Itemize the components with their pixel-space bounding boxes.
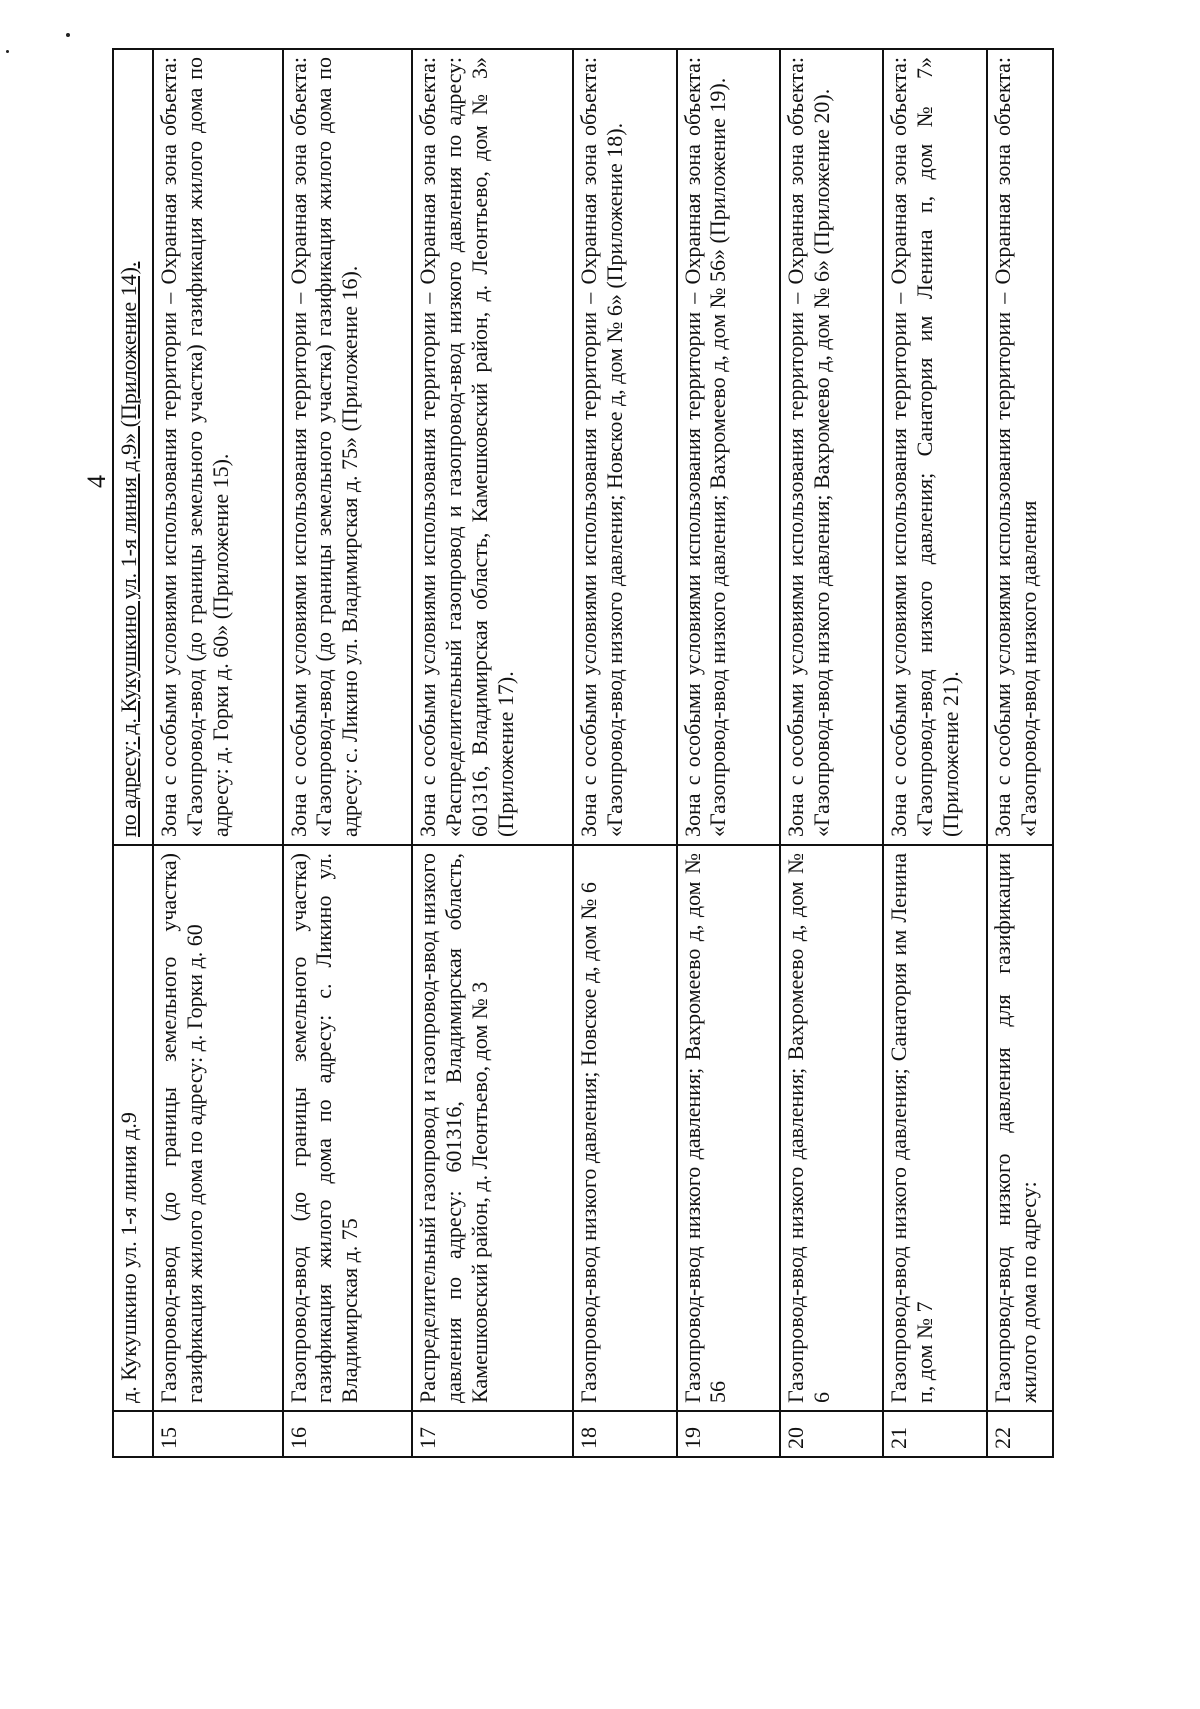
object-cell: Газопровод-ввод низкого давления; Новское д, дом № 6 — [573, 845, 676, 1411]
table-row — [573, 49, 676, 1457]
zones-table — [112, 48, 1054, 1458]
zone-cell: Зона с особыми условиями использования территории – Охранная зона объекта: «Распределительный газопровод и газопровод-ввод низкого давления по адресу: 601316, Владимирская область, Камешковский район, д. Леонтьево, дом № 3» (Приложение 17). — [412, 49, 573, 845]
table-row — [677, 49, 780, 1457]
page-number: 4 — [82, 475, 111, 488]
row-number: 21 — [883, 1411, 986, 1457]
zone-cell: Зона с особыми условиями использования территории – Охранная зона объекта: «Газопровод-ввод (до границы земельного участка) газификация жилого дома по адресу: с. Ликино ул. Владимирская д. 75» (Приложение 16). — [283, 49, 413, 845]
table-row — [780, 49, 883, 1457]
zone-cell: Зона с особыми условиями использования территории – Охранная зона объекта: «Газопровод-ввод низкого давления; Санатория им Ленина п, дом № 7» (Приложение 21). — [883, 49, 986, 845]
object-cell: Газопровод-ввод низкого давления; Санатория им Ленина п, дом № 7 — [883, 845, 986, 1411]
row-number: 18 — [573, 1411, 676, 1457]
row-number: 15 — [153, 1411, 283, 1457]
table-row — [987, 49, 1053, 1457]
row-number: 20 — [780, 1411, 883, 1457]
table-row-continuation — [113, 49, 153, 1457]
zone-cell: Зона с особыми условиями использования территории – Охранная зона объекта: «Газопровод-ввод низкого давления — [987, 49, 1053, 845]
object-cell: Распределительный газопровод и газопровод-ввод низкого давления по адресу: 601316, Владимирская область, Камешковский район, д. Леонтьево, дом № 3 — [412, 845, 573, 1411]
table-row — [412, 49, 573, 1457]
table-row — [883, 49, 986, 1457]
object-cell: Газопровод-ввод (до границы земельного участка) газификация жилого дома по адресу: с. Ликино ул. Владимирская д. 75 — [283, 845, 413, 1411]
object-cell: Газопровод-ввод низкого давления; Вахромеево д, дом № 56 — [677, 845, 780, 1411]
table-row — [153, 49, 283, 1457]
object-cell: Газопровод-ввод низкого давления; Вахромеево д, дом № 6 — [780, 845, 883, 1411]
row-number: 16 — [283, 1411, 413, 1457]
rotated-table-wrapper — [112, 50, 1054, 1458]
zone-cell: Зона с особыми условиями использования территории – Охранная зона объекта: «Газопровод-ввод низкого давления; Новское д, дом № 6» (Приложение 18). — [573, 49, 676, 845]
object-cell: Газопровод-ввод низкого давления для газификации жилого дома по адресу: — [987, 845, 1053, 1411]
row-number — [113, 1411, 153, 1457]
zone-cell: Зона с особыми условиями использования территории – Охранная зона объекта: «Газопровод-ввод низкого давления; Вахромеево д, дом № 6» (Приложение 20). — [780, 49, 883, 845]
zone-cell: по адресу: д. Кукушкино ул. 1-я линия д.9» (Приложение 14). — [113, 49, 153, 845]
object-cell: д. Кукушкино ул. 1-я линия д.9 — [113, 845, 153, 1411]
row-number: 22 — [987, 1411, 1053, 1457]
row-number: 19 — [677, 1411, 780, 1457]
scan-speck — [66, 33, 70, 37]
row-number: 17 — [412, 1411, 573, 1457]
object-cell: Газопровод-ввод (до границы земельного участка) газификация жилого дома по адресу: д. Горки д. 60 — [153, 845, 283, 1411]
scan-speck — [6, 50, 9, 53]
zone-cell: Зона с особыми условиями использования территории – Охранная зона объекта: «Газопровод-ввод (до границы земельного участка) газификация жилого дома по адресу: д. Горки д. 60» (Приложение 15). — [153, 49, 283, 845]
zone-cell: Зона с особыми условиями использования территории – Охранная зона объекта: «Газопровод-ввод низкого давления; Вахромеево д, дом № 56» (Приложение 19). — [677, 49, 780, 845]
table-row — [283, 49, 413, 1457]
